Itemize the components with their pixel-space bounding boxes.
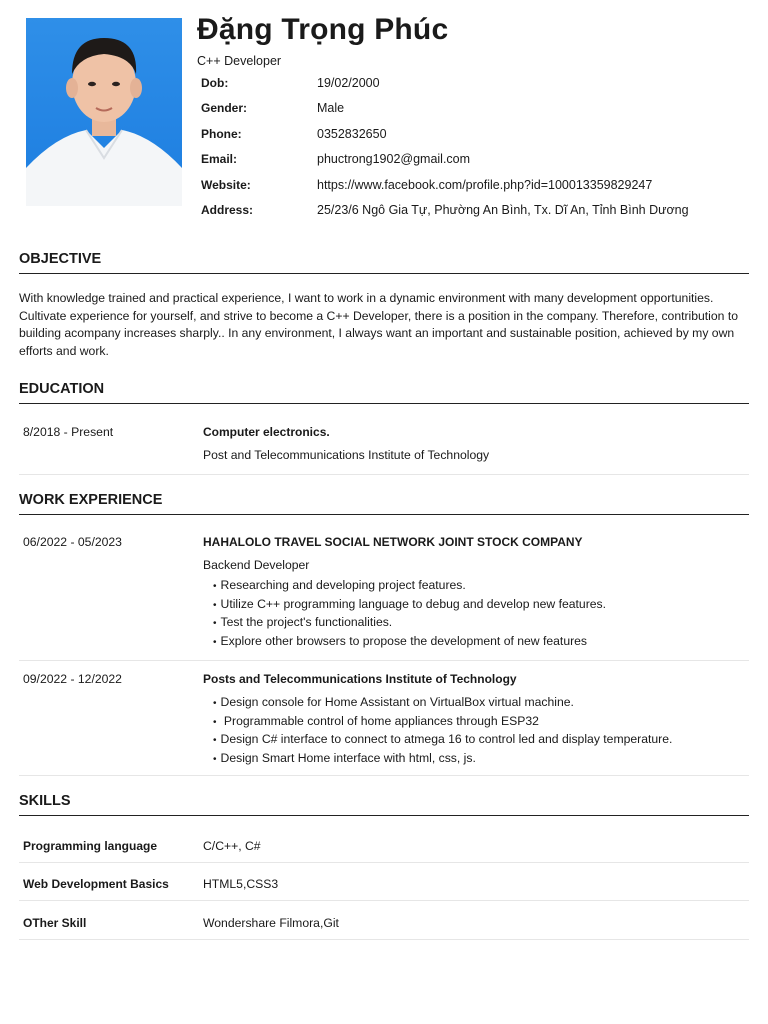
email-value[interactable]: phuctrong1902@gmail.com <box>317 152 471 167</box>
skill-row <box>19 902 749 940</box>
skill-row <box>19 825 749 863</box>
skill-value: C/C++, C# <box>203 839 261 853</box>
info-row-email <box>201 152 741 177</box>
list-item: • Design Smart Home interface with html, css, js. <box>213 750 743 769</box>
entry-body <box>203 535 743 651</box>
info-value: Male <box>317 101 345 116</box>
list-item: • Test the project's functionalities. <box>213 614 743 633</box>
info-row-dob <box>201 76 741 101</box>
profile-photo <box>26 18 182 206</box>
person-portrait-icon <box>26 18 182 206</box>
education-entry <box>19 425 749 475</box>
list-item: • Utilize C++ programming language to debug and develop new features. <box>213 596 743 615</box>
work-entry <box>19 535 749 661</box>
entry-date: 09/2022 - 12/2022 <box>23 672 122 686</box>
list-item: • Design C# interface to connect to atmega 16 to control led and display temperature. <box>213 731 743 750</box>
skill-row <box>19 863 749 901</box>
skill-name: OTher Skill <box>23 916 87 930</box>
candidate-role: C++ Developer <box>197 54 282 68</box>
website-link[interactable]: https://www.facebook.com/profile.php?id=100013359829247 <box>317 177 653 192</box>
info-label: Gender: <box>201 101 248 116</box>
info-row-gender <box>201 101 741 126</box>
info-value: 0352832650 <box>317 126 387 141</box>
skill-name: Programming language <box>23 839 158 853</box>
info-label: Email: <box>201 152 238 167</box>
section-title-skills: SKILLS <box>19 793 749 816</box>
entry-title: Computer electronics. <box>203 425 330 439</box>
skill-value: Wondershare Filmora,Git <box>203 916 339 930</box>
list-item: • Design console for Home Assistant on VirtualBox virtual machine. <box>213 694 743 713</box>
entry-subtitle: Backend Developer <box>203 558 310 572</box>
entry-title: Posts and Telecommunications Institute of Technology <box>203 672 517 686</box>
entry-body <box>203 425 743 462</box>
info-label: Phone: <box>201 126 242 141</box>
info-row-phone <box>201 127 741 152</box>
info-label: Website: <box>201 177 251 192</box>
list-item: • Researching and developing project features. <box>213 577 743 596</box>
info-value: 25/23/6 Ngô Gia Tự, Phường An Bình, Tx. Dĩ An, Tỉnh Bình Dương <box>317 202 689 217</box>
bullet-list <box>203 694 743 768</box>
work-entry <box>19 672 749 776</box>
section-title-education: EDUCATION <box>19 381 749 404</box>
list-item: • Explore other browsers to propose the development of new features <box>213 633 743 652</box>
personal-info <box>201 76 741 228</box>
info-label: Address: <box>201 202 254 217</box>
section-title-objective: OBJECTIVE <box>19 251 749 274</box>
list-item: • Programmable control of home appliances through ESP32 <box>213 713 743 732</box>
info-label: Dob: <box>201 76 229 90</box>
objective-text: With knowledge trained and practical experience, I want to work in a dynamic environment with many development opportunities. Cultivate experience for yourself, and strive to become a C++ Developer, there is a position in the company. Therefore, contribution to building acompany increases sharply.. In any environment, I always want an important and sustainable position, achieved by my own efforts and work. <box>19 291 739 359</box>
candidate-name: Đặng Trọng Phúc <box>197 13 449 46</box>
entry-date: 06/2022 - 05/2023 <box>23 535 122 549</box>
section-title-work-experience: WORK EXPERIENCE <box>19 492 749 515</box>
entry-date: 8/2018 - Present <box>23 425 114 439</box>
skill-name: Web Development Basics <box>23 877 169 891</box>
info-row-address <box>201 203 741 228</box>
skill-value: HTML5,CSS3 <box>203 877 279 891</box>
info-value: 19/02/2000 <box>317 76 380 90</box>
bullet-list <box>203 577 743 651</box>
entry-title: HAHALOLO TRAVEL SOCIAL NETWORK JOINT STOCK COMPANY <box>203 535 583 549</box>
info-row-website <box>201 178 741 203</box>
entry-subtitle: Post and Telecommunications Institute of Technology <box>203 448 490 462</box>
entry-body <box>203 672 743 768</box>
